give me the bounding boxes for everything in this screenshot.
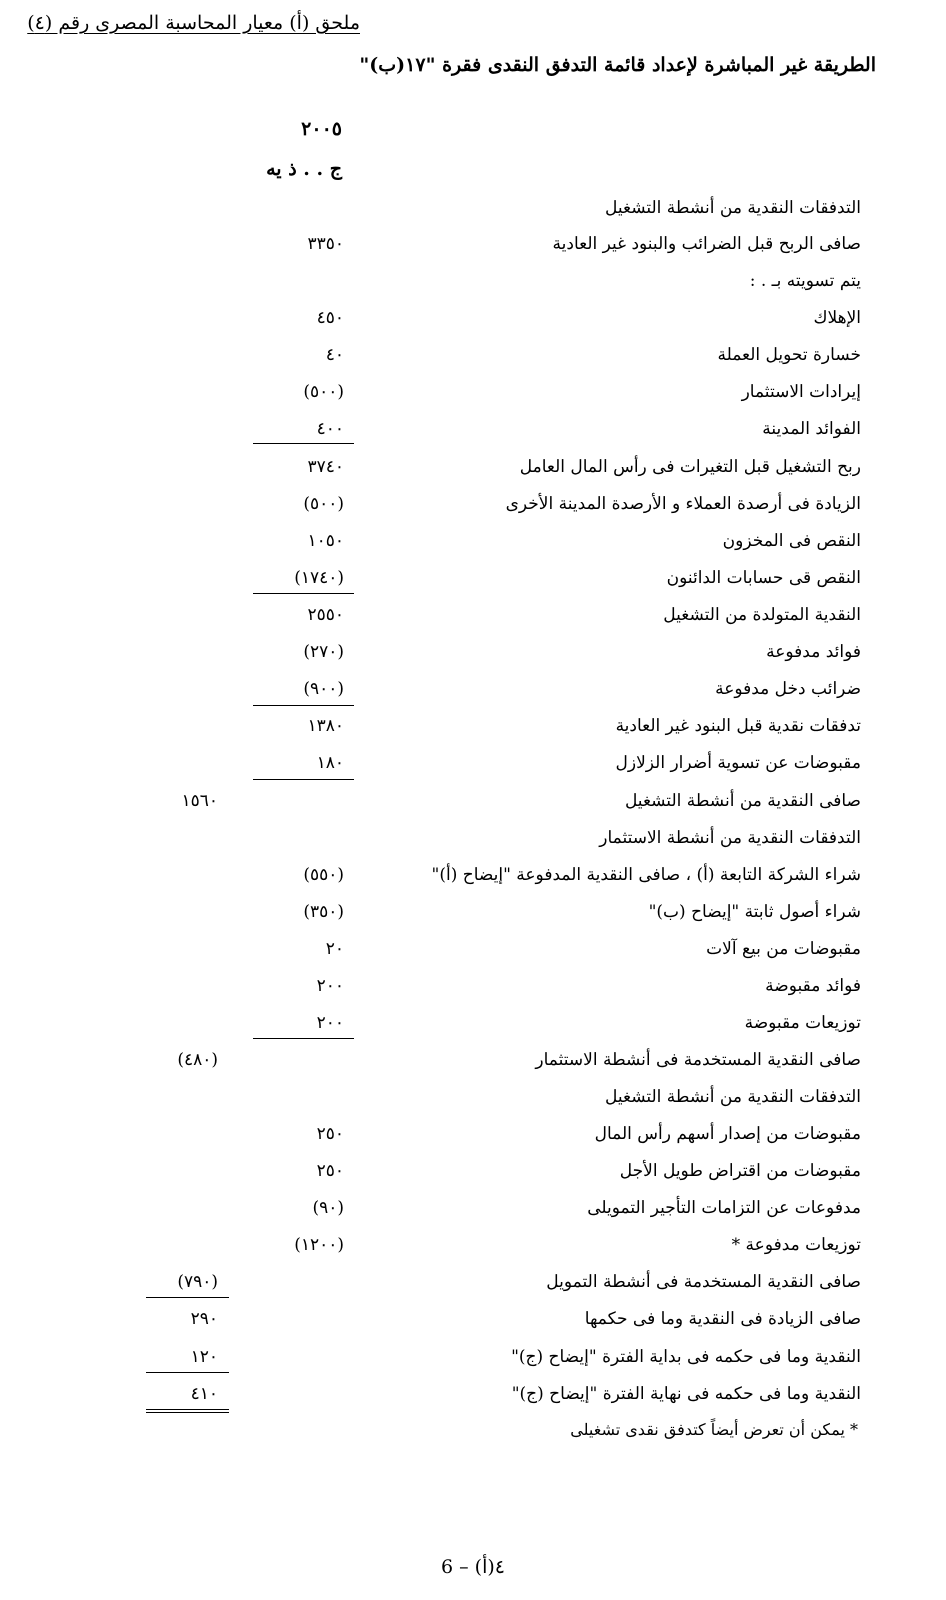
year-header: ٢٠٠٥ — [301, 118, 342, 140]
subtotal-rule — [253, 1038, 354, 1039]
detail-amount: (٣٥٠) — [303, 902, 344, 922]
row-label: شراء الشركة التابعة (أ) ، صافى النقدية المدفوعة "إيضاح (أ)" — [431, 865, 861, 885]
row-label: النقص قى حسابات الدائنون — [666, 568, 861, 588]
row-label: شراء أصول ثابتة "إيضاح (ب)" — [648, 902, 861, 922]
subtotal-rule — [253, 593, 354, 594]
table-row — [0, 1048, 946, 1078]
table-row — [0, 1122, 946, 1152]
total-amount: ١٥٦٠ — [181, 791, 218, 811]
table-row — [0, 196, 946, 226]
detail-amount: ٤٥٠ — [316, 308, 344, 328]
table-row — [0, 529, 946, 559]
table-row — [0, 1196, 946, 1226]
double-rule-bottom — [146, 1412, 229, 1413]
row-label: صافى النقدية من أنشطة التشغيل — [624, 791, 861, 811]
detail-amount: (٩٠) — [312, 1198, 344, 1218]
subtotal-rule — [253, 779, 354, 780]
table-row — [0, 1307, 946, 1337]
row-label: النقدية وما فى حكمه فى بداية الفترة "إيضاح (ج)" — [511, 1347, 861, 1367]
table-row — [0, 826, 946, 856]
table-row — [0, 1085, 946, 1115]
row-label: توزيعات مقبوضة — [744, 1013, 861, 1033]
total-amount: ٢٩٠ — [190, 1309, 218, 1329]
table-row — [0, 974, 946, 1004]
table-row — [0, 714, 946, 744]
subtotal-rule — [253, 443, 354, 444]
detail-amount: (٥٥٠) — [303, 865, 344, 885]
table-row — [0, 603, 946, 633]
table-row — [0, 789, 946, 819]
total-amount: ٤١٠ — [190, 1384, 218, 1404]
total-rule — [146, 1297, 229, 1298]
row-label: النقدية المتولدة من التشغيل — [663, 605, 861, 625]
footnote: * يمكن أن تعرض أيضاً كتدفق نقدى تشغيلى — [570, 1420, 858, 1439]
row-label: فوائد مدفوعة — [766, 642, 861, 662]
total-amount: (٤٨٠) — [177, 1050, 218, 1070]
table-row — [0, 455, 946, 485]
table-row — [0, 937, 946, 967]
row-label: صافى النقدية المستخدمة فى أنشطة التمويل — [546, 1272, 861, 1292]
row-label: فوائد مقبوضة — [765, 976, 861, 996]
row-label: الفوائد المدينة — [762, 419, 861, 439]
table-row — [0, 1382, 946, 1412]
row-label: النقدية وما فى حكمه فى نهاية الفترة "إيضاح (ج)" — [511, 1384, 861, 1404]
table-row — [0, 343, 946, 373]
total-rule — [146, 1372, 229, 1373]
row-label: مقبوضات من إصدار أسهم رأس المال — [594, 1124, 861, 1144]
table-row — [0, 380, 946, 410]
table-row — [0, 863, 946, 893]
table-row — [0, 1345, 946, 1375]
row-label: مقبوضات من اقتراض طويل الأجل — [619, 1161, 861, 1181]
row-label: صافى الربح قبل الضرائب والبنود غير العادية — [552, 234, 861, 254]
detail-amount: ٢٠ — [325, 939, 344, 959]
table-row — [0, 269, 946, 299]
currency-header: ج . . ذ يه — [266, 158, 342, 180]
row-label: توزيعات مدفوعة * — [731, 1235, 861, 1255]
table-row — [0, 677, 946, 707]
row-label: التدفقات النقدية من أنشطة التشغيل — [604, 1087, 861, 1107]
detail-amount: ٣٣٥٠ — [307, 234, 344, 254]
table-row — [0, 900, 946, 930]
detail-amount: ١٠٥٠ — [307, 531, 344, 551]
row-label: يتم تسويته بـ . : — [749, 271, 861, 291]
table-row — [0, 751, 946, 781]
table-row — [0, 1159, 946, 1189]
table-row — [0, 640, 946, 670]
table-row — [0, 1233, 946, 1263]
detail-amount: ٤٠ — [325, 345, 344, 365]
detail-amount: ٢٥٠ — [316, 1124, 344, 1144]
detail-amount: (١٢٠٠) — [294, 1235, 344, 1255]
row-label: ضرائب دخل مدفوعة — [715, 679, 861, 699]
statement-title: الطريقة غير المباشرة لإعداد قائمة التدفق النقدى فقرة "١٧(ب)" — [359, 54, 876, 76]
page-number: ٤(أ) – 6 — [441, 1556, 505, 1578]
row-label: صافى النقدية المستخدمة فى أنشطة الاستثمار — [535, 1050, 861, 1070]
row-label: التدفقات النقدية من أنشطة التشغيل — [604, 198, 861, 218]
table-row — [0, 417, 946, 447]
subtotal-rule — [253, 705, 354, 706]
detail-amount: ١٨٠ — [316, 753, 344, 773]
detail-amount: ٤٠٠ — [316, 419, 344, 439]
detail-amount: (١٧٤٠) — [294, 568, 344, 588]
row-label: مقبوضات من بيع آلات — [706, 939, 861, 959]
row-label: صافى الزيادة فى النقدية وما فى حكمها — [584, 1309, 861, 1329]
detail-amount: ١٣٨٠ — [307, 716, 344, 736]
table-row — [0, 306, 946, 336]
detail-amount: (٢٧٠) — [303, 642, 344, 662]
row-label: تدفقات نقدية قبل البنود غير العادية — [615, 716, 861, 736]
detail-amount: ٣٧٤٠ — [307, 457, 344, 477]
row-label: الإهلاك — [813, 308, 861, 328]
detail-amount: ٢٥٥٠ — [307, 605, 344, 625]
total-amount: ١٢٠ — [190, 1347, 218, 1367]
row-label: مدفوعات عن التزامات التأجير التمويلى — [587, 1198, 861, 1218]
appendix-heading: ملحق (أ) معيار المحاسبة المصرى رقم (٤) — [27, 12, 360, 34]
row-label: مقبوضات عن تسوية أضرار الزلازل — [615, 753, 861, 773]
table-row — [0, 1011, 946, 1041]
detail-amount: (٥٠٠) — [303, 494, 344, 514]
detail-amount: ٢٠٠ — [316, 1013, 344, 1033]
row-label: الزيادة فى أرصدة العملاء و الأرصدة المدينة الأخرى — [505, 494, 861, 514]
table-row — [0, 1270, 946, 1300]
row-label: التدفقات النقدية من أنشطة الاستثمار — [599, 828, 861, 848]
table-row — [0, 566, 946, 596]
table-row — [0, 492, 946, 522]
detail-amount: ٢٥٠ — [316, 1161, 344, 1181]
row-label: ربح التشغيل قبل التغيرات فى رأس المال العامل — [519, 457, 861, 477]
table-row — [0, 232, 946, 262]
row-label: إيرادات الاستثمار — [741, 382, 861, 402]
row-label: خسارة تحويل العملة — [717, 345, 861, 365]
row-label: النقص فى المخزون — [722, 531, 861, 551]
total-amount: (٧٩٠) — [177, 1272, 218, 1292]
detail-amount: (٩٠٠) — [303, 679, 344, 699]
detail-amount: ٢٠٠ — [316, 976, 344, 996]
double-rule-top — [146, 1409, 229, 1410]
detail-amount: (٥٠٠) — [303, 382, 344, 402]
